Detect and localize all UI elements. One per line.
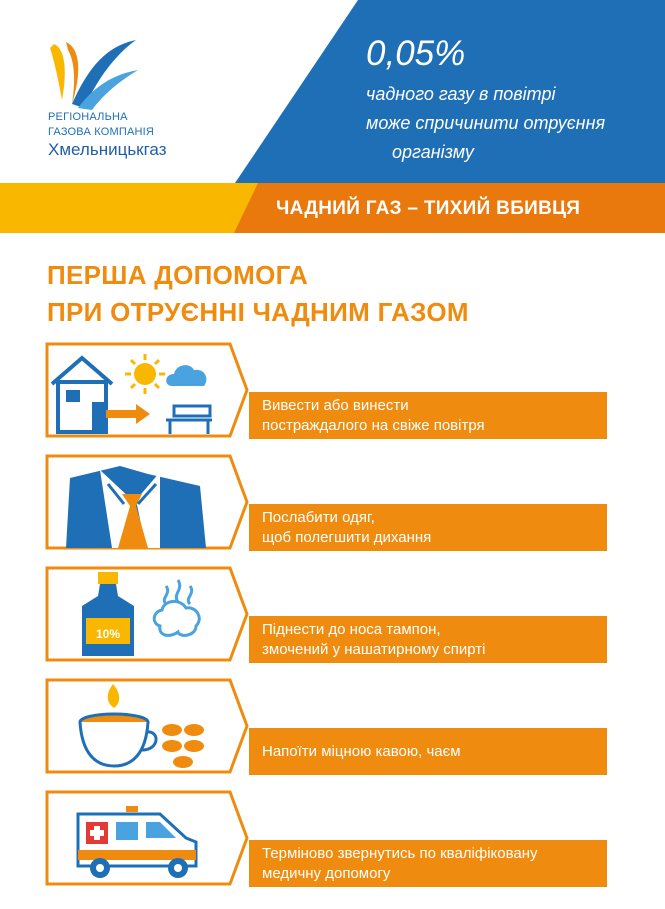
step-1-text: Вивести або винести постраждалого на свіже повітря bbox=[262, 397, 485, 434]
stat-line3: організму bbox=[392, 142, 474, 162]
jacket-tie-icon bbox=[66, 466, 206, 548]
logo-text-line1: РЕГІОНАЛЬНА bbox=[48, 111, 128, 123]
coffee-cup-icon bbox=[80, 684, 156, 766]
banner-text: ЧАДНИЙ ГАЗ – ТИХИЙ ВБИВЦЯ bbox=[276, 198, 581, 219]
ambulance-icon bbox=[78, 806, 196, 878]
stat-percent: 0,05% bbox=[366, 34, 466, 73]
step-2-text: Послабити одяг, щоб полегшити дихання bbox=[262, 509, 432, 546]
house-sun-cloud-bench-icon bbox=[52, 354, 212, 434]
logo-text-line3: Хмельницькгаз bbox=[48, 140, 167, 159]
step-3-text: Піднести до носа тампон, змочений у нашатирному спирті bbox=[262, 621, 486, 658]
coffee-beans-icon bbox=[162, 724, 204, 768]
company-logo-icon bbox=[46, 38, 138, 110]
vapor-cloud-icon bbox=[154, 580, 199, 635]
step-5-text: Терміново звернутись по кваліфіковану медичну допомогу bbox=[262, 845, 538, 882]
ammonia-bottle-icon bbox=[82, 572, 134, 656]
bottle-label: 10% bbox=[96, 627, 121, 641]
page-title-line1: ПЕРША ДОПОМОГА bbox=[47, 260, 309, 290]
page-title-line2: ПРИ ОТРУЄННІ ЧАДНИМ ГАЗОМ bbox=[47, 297, 469, 327]
stat-line2: може спричинити отруєння bbox=[366, 113, 606, 133]
logo-text-line2: ГАЗОВА КОМПАНІЯ bbox=[48, 126, 155, 138]
step-4-text: Напоїти міцною кавою, чаєм bbox=[262, 743, 461, 760]
stat-line1: чадного газу в повітрі bbox=[366, 84, 556, 104]
